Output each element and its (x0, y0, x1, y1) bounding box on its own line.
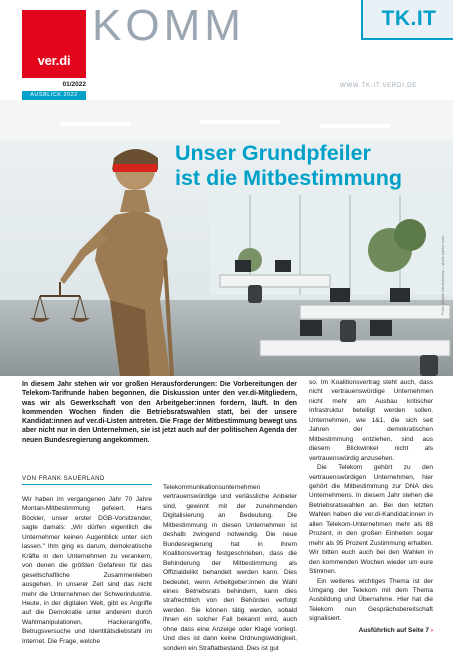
article-column-1: Wir haben im vergangenen Jahr 70 Jahre Montan-Mitbestimmung gefeiert. Hans Böckler, unser erster DGB-Vorsitzender, sagte damals: „Wir dürfen eigentlich die Unternehmer keinen Augenblick unter sich lassen." Ihm ging es darum, demokratische Kräfte in den Unternehmen zu verankern, von denen die größten Gefahren für das gesellschaftliche Zusammenleben ausgehen. In unserer Zeit sind das nicht mehr die Unternehmen der Schwerindustrie. Heute, in der digitalen Welt, gibt es Angriffe auf die Demokratie unter anderem durch Wahlmanipulationen, Hackerangriffe, Betrugsversuche und Identitätsdiebstahl im Internet. Die Frage, welche (22, 496, 152, 645)
rubric-badge: AUSBLICK 2022 (22, 91, 86, 100)
col3-paragraph-1: so. Im Koalitionsvertrag steht auch, dass nicht vertrauenswürdige Unternehmen nicht mehr am Ausbau kritischer Infrastruktur beteiligt werden sollen. Unternehmen, wie 1&1, die sich seit Jahren der demokratischen Mitbestimmung entziehen, sind aus diesem Blickwinkel nicht als vertrauenswürdig anzusehen. (309, 379, 433, 462)
verdi-logo (22, 10, 86, 78)
masthead-title: KOMM (92, 1, 245, 50)
article-headline (175, 141, 445, 191)
continue-label: Ausführlich auf Seite 7 (358, 626, 430, 634)
lead-paragraph: In diesem Jahr stehen wir vor großen Herausforderungen: Die Vorbereitungen der Telekom-Tarifrunde haben begonnen, die Diskussion unter den ver.di-Mitgliedern, was wir als Gewerkschaft von den Arbeitgeber:innen fordern, läuft. In den kommenden Wochen finden die Betriebsratswahlen statt, bei der unsere Kandidat:innen auf ver.di-Listen antreten. Die Frage der Mitbestimmung bewegt uns aber nicht nur in den Unternehmen, sie ist jetzt auch auf der politischen Agenda der neuen Bundesregierung angekommen. (22, 381, 297, 444)
continue-link[interactable] (309, 626, 433, 635)
chevron-right-icon: › (430, 626, 433, 634)
article-column-3 (309, 378, 433, 635)
masthead-header (0, 0, 453, 88)
author-byline: VON FRANK SAUERLAND (22, 476, 152, 485)
logo-text: ver.di (37, 53, 71, 68)
tk-it-tab (361, 0, 453, 40)
col3-paragraph-2: Die Telekom gehört zu den vertrauenswürdigen Unternehmen, hier gehört die Mitbestimmung zur DNA des Unternehmens. In diesem Jahr stehen die Betriebsratswahlen an. Bei den letzten Wahlen haben die ver.di-Kandidat:innen in allen Telekom-Unternehmen mehr als 88 Prozent, in den großen Einheiten sogar mehr als 95 Prozent Zustimmung erhalten. Wir bitten euch auch bei den Wahlen in den kommenden Wochen wieder um eure Stimmen. (309, 464, 433, 576)
article-column-2: Telekommunikationsunternehmen vertrauenswürdige und verlässliche Anbieter sind, gewinnt mit der zunehmenden Digitalisierung an Bedeutung. Die Mitbestimmung in diesen Unternehmen ist deshalb zwingend notwendig. Die neue Bundesregierung hat in ihrem Koalitionsvertrag festgeschrieben, dass die Behinderung der Mitbestimmung als Offizialdelikt behandelt werden kann. Dies bedeutet, wenn Arbeitgeber:innen die Wahl eines Betriebsrats behindern, kann dies strafrechtlich von den Behörden verfolgt werden. Sie können tätig werden, sobald ihnen ein solcher Fall bekannt wird, auch ohne dass eine Anzeige oder Klage vorliegt. Und dies ist dann keine Ordnungswidrigkeit, sondern ein Straftatbestand. Dies ist gut (163, 484, 297, 652)
website-url: WWW.TK-IT.VERDI.DE (340, 83, 418, 89)
photo-credit: Foto: dOlpin /chrisdorney – stock.adobe.com (440, 235, 445, 315)
tk-it-label: TK.IT (381, 7, 437, 30)
headline-line-2: ist die Mitbestimmung (175, 166, 402, 190)
headline-line-1: Unser Grundpfeiler (175, 141, 371, 165)
issue-number: 01/2022 (62, 81, 86, 88)
col3-paragraph-3: Ein weiteres wichtiges Thema ist der Umgang der Telekom mit dem Thema Ausbildung und Übernahme. Hier hat die Telekom nun Gesprächsbereitschaft signalisiert. (309, 577, 433, 623)
